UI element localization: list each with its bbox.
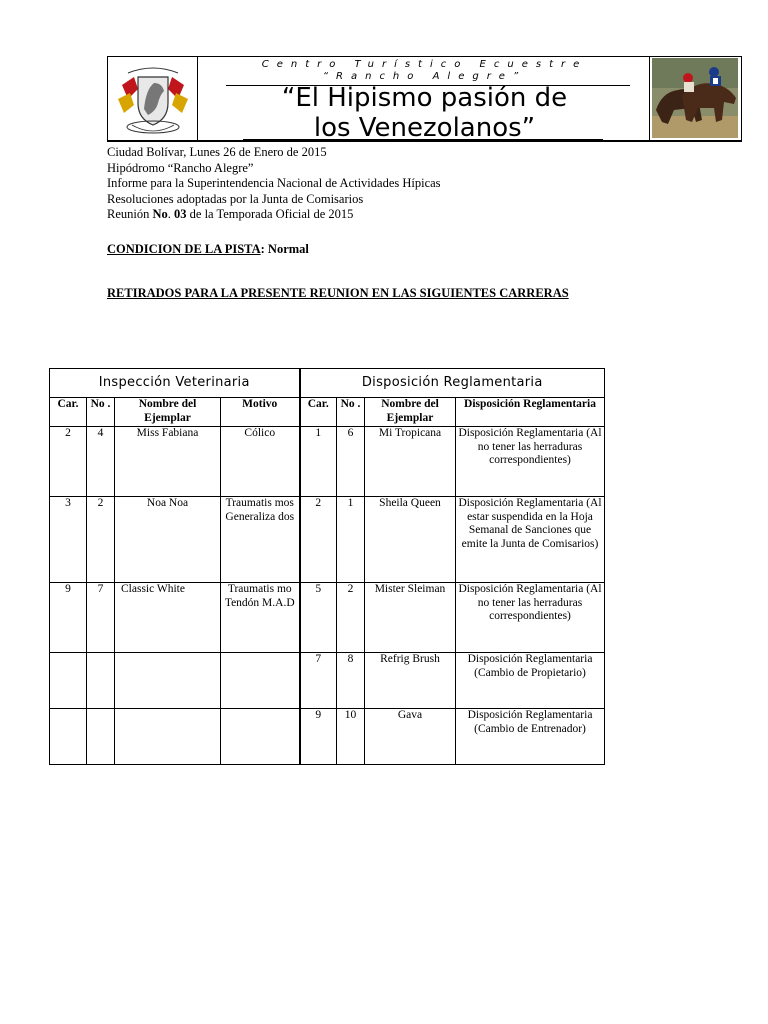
track-condition: CONDICION DE LA PISTA: Normal: [107, 242, 309, 256]
disposition-cell: Disposición Reglamentaria (Al no tener las herraduras correspondientes): [456, 583, 605, 653]
race-number-cell: [50, 709, 87, 765]
disposition-cell: Disposición Reglamentaria (Al no tener las herraduras correspondientes): [456, 427, 605, 497]
org-name: Centro Turístico Ecuestre: [261, 59, 588, 70]
horse-name-cell: Refrig Brush: [365, 653, 456, 709]
withdrawals-table: [49, 368, 605, 765]
col-header-race-left: Car.: [50, 398, 87, 427]
horse-number-cell: 2: [337, 583, 365, 653]
group-header-regulatory: Disposición Reglamentaria: [300, 369, 605, 398]
horse-name-cell: Mister Sleiman: [365, 583, 456, 653]
group-header-veterinary: Inspección Veterinaria: [50, 369, 300, 398]
horse-name-cell: Classic White: [115, 583, 221, 653]
withdrawn-heading: RETIRADOS PARA LA PRESENTE REUNION EN LAS SIGUIENTES CARRERAS: [107, 286, 569, 300]
disposition-cell: Disposición Reglamentaria (Cambio de Entrenador): [456, 709, 605, 765]
table-row: [50, 497, 605, 583]
race-number-cell: 9: [300, 709, 337, 765]
col-header-name-left: Nombre del Ejemplar: [115, 398, 221, 427]
horse-number-cell: 1: [337, 497, 365, 583]
crest-logo-icon: [114, 59, 192, 139]
table-row: [50, 427, 605, 497]
horse-name-cell: Sheila Queen: [365, 497, 456, 583]
org-subname: “Rancho Alegre”: [322, 71, 527, 82]
horse-number-cell: [87, 709, 115, 765]
horse-number-cell: 10: [337, 709, 365, 765]
reason-cell: Traumatis mos Generaliza dos: [221, 497, 300, 583]
race-number-cell: 7: [300, 653, 337, 709]
photo-cell: [649, 57, 741, 141]
disposition-cell: Disposición Reglamentaria (Al estar suspendida en la Hoja Semanal de Sanciones que emite la Junta de Comisarios): [456, 497, 605, 583]
reason-cell: Traumatis mo Tendón M.A.D: [221, 583, 300, 653]
race-number-cell: 1: [300, 427, 337, 497]
intro-date: Ciudad Bolívar, Lunes 26 de Enero de 2015: [107, 145, 327, 159]
title-underline: [243, 139, 603, 140]
column-header-row: [50, 398, 605, 427]
horse-race-photo-icon: [652, 58, 738, 138]
table-body: [50, 427, 605, 765]
horse-number-cell: 6: [337, 427, 365, 497]
table-row: [50, 709, 605, 765]
table-row: [50, 653, 605, 709]
reason-cell: [221, 653, 300, 709]
disposition-cell: Disposición Reglamentaria (Cambio de Propietario): [456, 653, 605, 709]
horse-name-cell: [115, 709, 221, 765]
col-header-number-left: No .: [87, 398, 115, 427]
col-header-number-right: No .: [337, 398, 365, 427]
intro-venue: Hipódromo “Rancho Alegre”: [107, 160, 254, 175]
horse-number-cell: 7: [87, 583, 115, 653]
intro-meeting: Reunión No. 03 de la Temporada Oficial de 2015: [107, 207, 354, 221]
race-number-cell: 2: [300, 497, 337, 583]
reason-cell: [221, 709, 300, 765]
horse-name-cell: Gava: [365, 709, 456, 765]
page-title: [198, 83, 651, 143]
col-header-disposition: Disposición Reglamentaria: [456, 398, 605, 427]
horse-name-cell: Noa Noa: [115, 497, 221, 583]
track-condition-value: Normal: [267, 242, 309, 256]
col-header-race-right: Car.: [300, 398, 337, 427]
intro-report: Informe para la Superintendencia Nacional de Actividades Hípicas: [107, 176, 441, 190]
horse-number-cell: 8: [337, 653, 365, 709]
table-row: [50, 583, 605, 653]
document-header: [107, 56, 742, 142]
horse-number-cell: 4: [87, 427, 115, 497]
horse-name-cell: Miss Fabiana: [115, 427, 221, 497]
race-number-cell: 9: [50, 583, 87, 653]
horse-name-cell: [115, 653, 221, 709]
title-line-2: los Venezolanos”: [313, 113, 536, 143]
race-number-cell: 5: [300, 583, 337, 653]
race-number-cell: 3: [50, 497, 87, 583]
col-header-reason: Motivo: [221, 398, 300, 427]
horse-name-cell: Mi Tropicana: [365, 427, 456, 497]
horse-number-cell: 2: [87, 497, 115, 583]
intro-resolutions: Resoluciones adoptadas por la Junta de Comisarios: [107, 191, 364, 206]
track-condition-label: CONDICION DE LA PISTA: [107, 242, 261, 256]
col-header-name-right: Nombre del Ejemplar: [365, 398, 456, 427]
logo-cell: [108, 57, 198, 141]
horse-number-cell: [87, 653, 115, 709]
race-number-cell: [50, 653, 87, 709]
title-line-1: “El Hipismo pasión de: [281, 83, 568, 113]
reason-cell: Cólico: [221, 427, 300, 497]
intro-block: [107, 145, 441, 223]
race-number-cell: 2: [50, 427, 87, 497]
